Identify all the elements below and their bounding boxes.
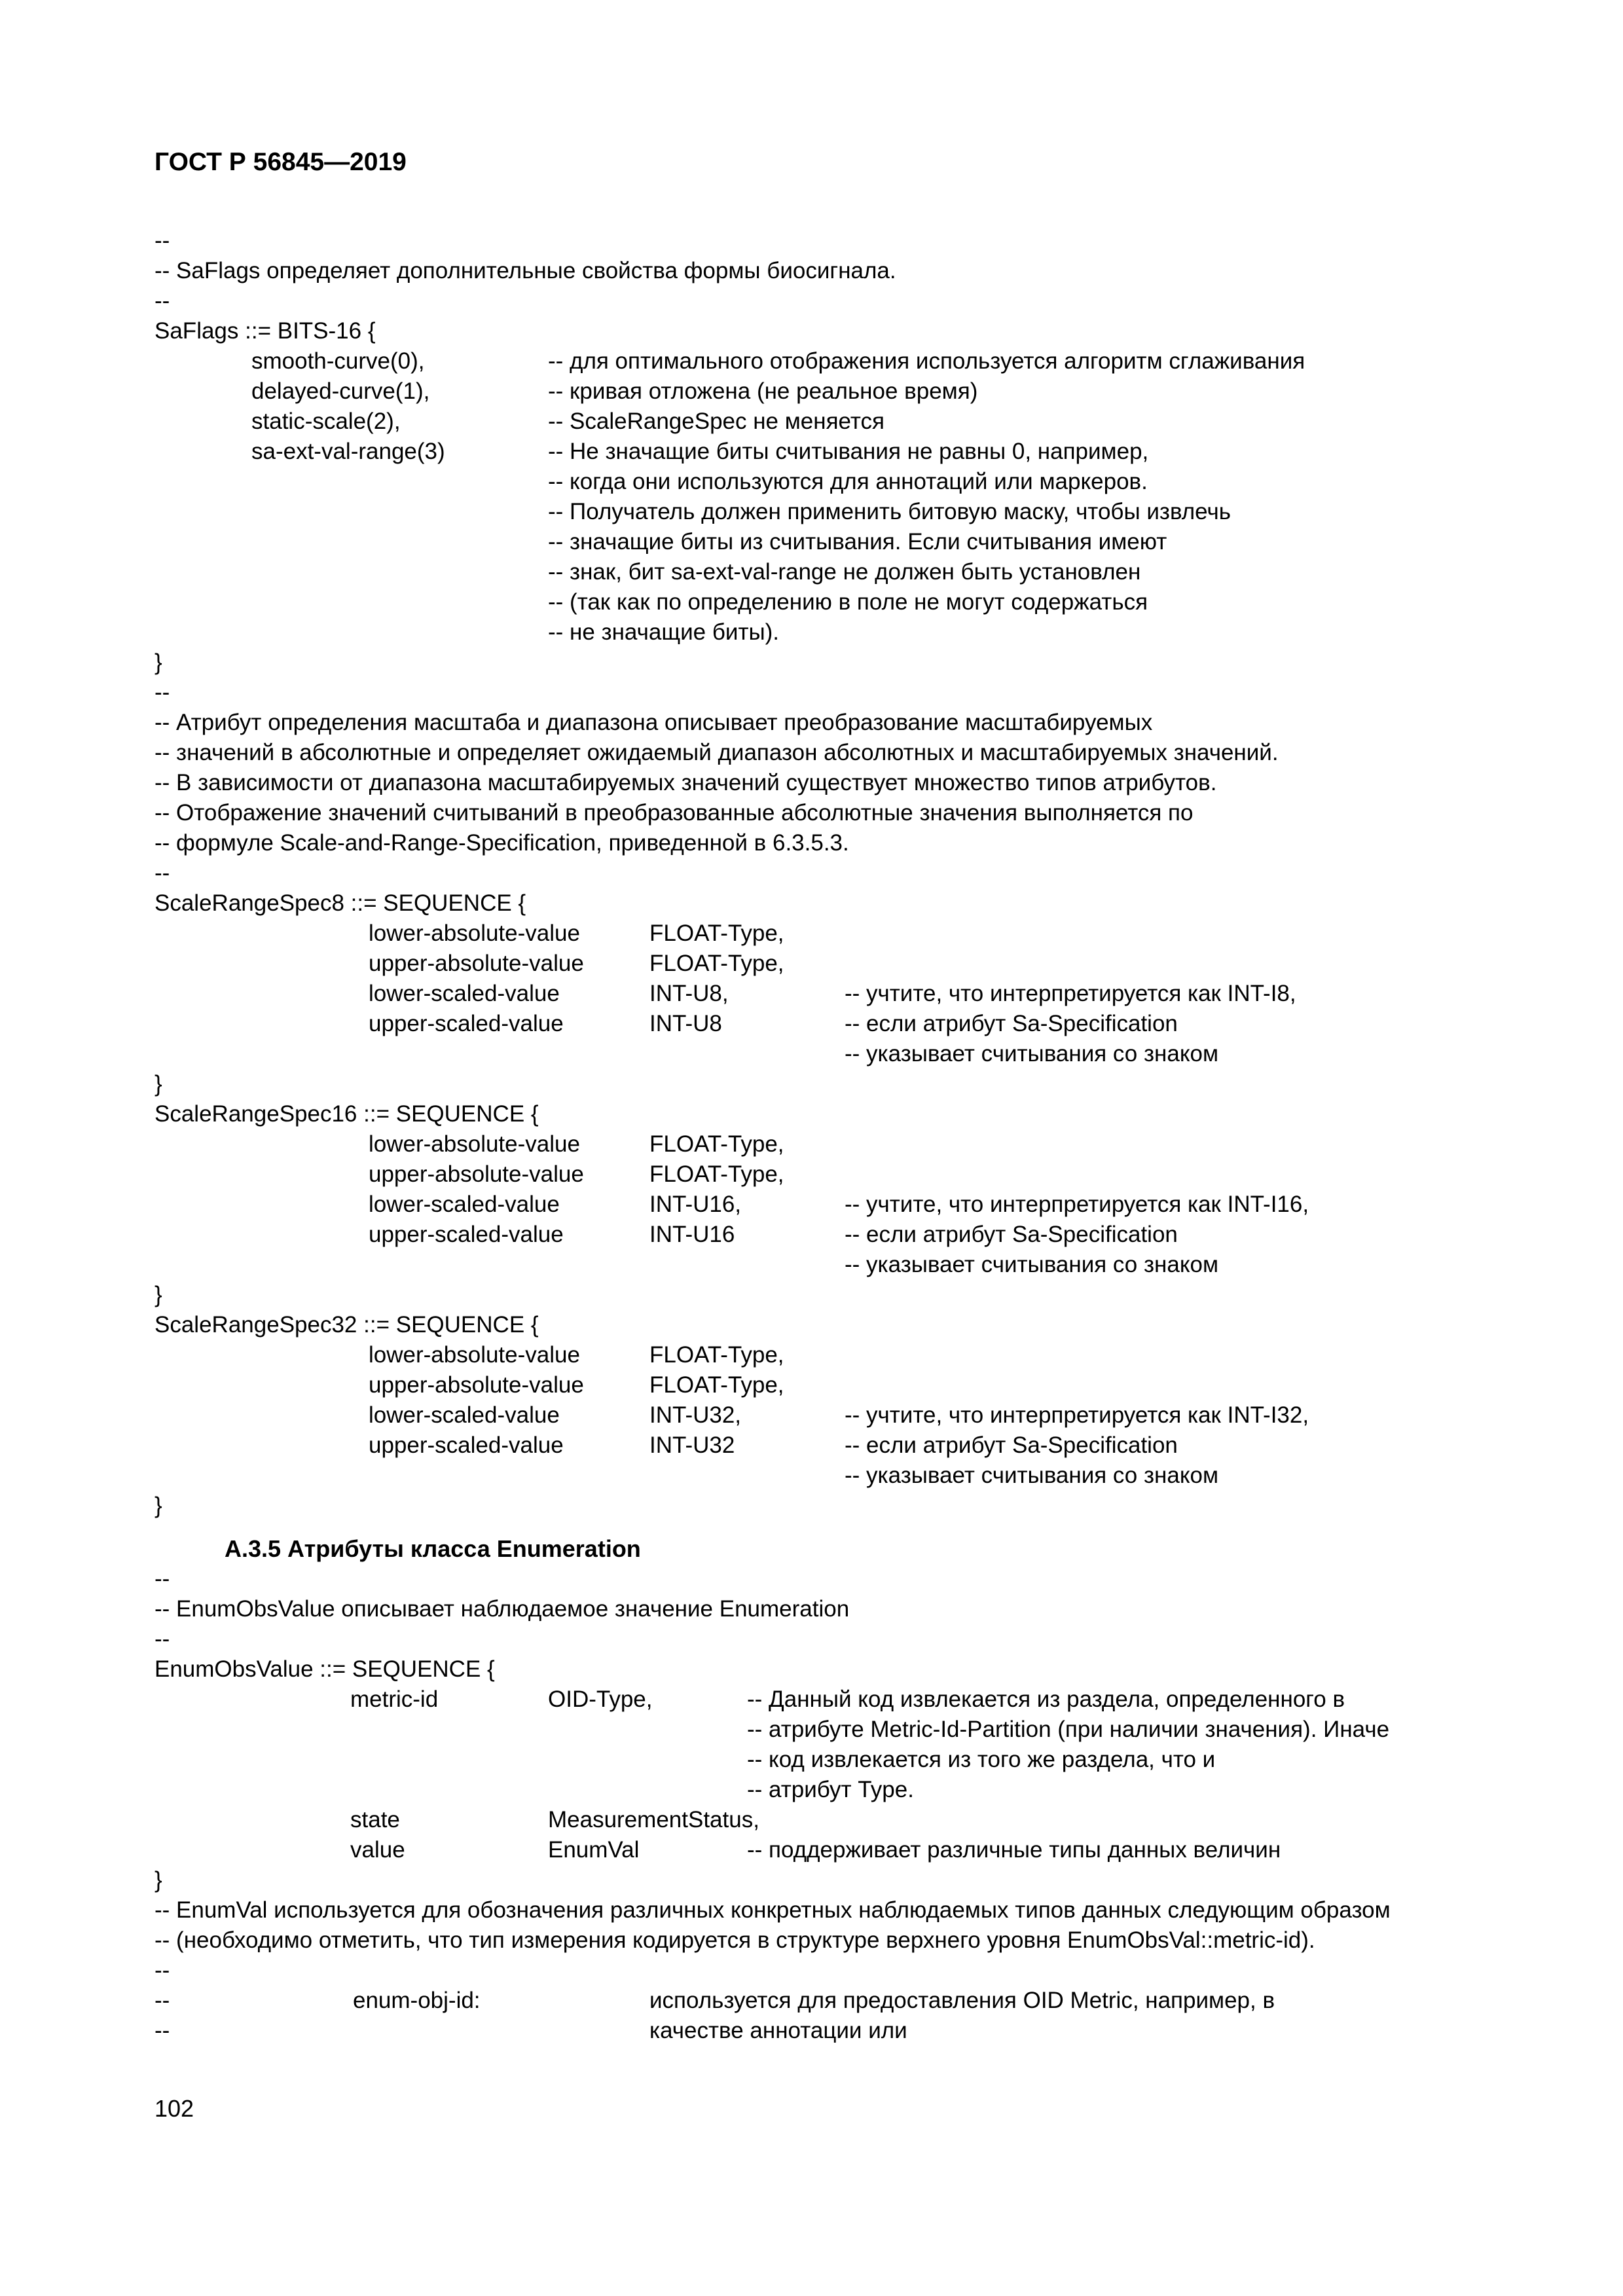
- code-comment: -- указывает считывания со знаком: [845, 1041, 1219, 1066]
- code-line: EnumObsValue ::= SEQUENCE {: [155, 1656, 495, 1682]
- code-type: FLOAT-Type,: [649, 1372, 784, 1398]
- code-field: upper-absolute-value: [369, 1161, 584, 1187]
- code-comment: используется для предоставления OID Metric, например, в: [649, 1988, 1275, 2013]
- code-field: state: [350, 1807, 400, 1832]
- code-comment: -- указывает считывания со знаком: [845, 1463, 1219, 1488]
- code-comment: -- указывает считывания со знаком: [845, 1252, 1219, 1277]
- code-comment: -- Получатель должен применить битовую маску, чтобы извлечь: [548, 499, 1231, 524]
- code-field: upper-absolute-value: [369, 951, 584, 976]
- code-field: lower-absolute-value: [369, 1342, 580, 1368]
- code-comment: -- знак, бит sa-ext-val-range не должен быть установлен: [548, 559, 1141, 585]
- code-comment: -- EnumObsValue описывает наблюдаемое значение Enumeration: [155, 1596, 850, 1622]
- code-line: ScaleRangeSpec16 ::= SEQUENCE {: [155, 1101, 539, 1127]
- section-heading: A.3.5 Атрибуты класса Enumeration: [225, 1535, 641, 1562]
- code-comment: -- атрибут Type.: [747, 1777, 914, 1802]
- code-line: --: [155, 1566, 170, 1592]
- code-type: FLOAT-Type,: [649, 1131, 784, 1157]
- code-line: }: [155, 1867, 162, 1893]
- code-line: }: [155, 649, 162, 675]
- code-comment: -- ScaleRangeSpec не меняется: [548, 409, 884, 434]
- code-line: delayed-curve(1),: [251, 378, 430, 404]
- code-line: static-scale(2),: [251, 409, 401, 434]
- code-line: SaFlags ::= BITS-16 {: [155, 318, 376, 344]
- code-comment: -- Данный код извлекается из раздела, определенного в: [747, 1686, 1345, 1712]
- code-type: INT-U8,: [649, 981, 729, 1006]
- code-line: ScaleRangeSpec8 ::= SEQUENCE {: [155, 890, 526, 916]
- code-type: FLOAT-Type,: [649, 1161, 784, 1187]
- code-line: ScaleRangeSpec32 ::= SEQUENCE {: [155, 1312, 539, 1338]
- code-comment: -- формуле Scale-and-Range-Specification, приведенной в 6.3.5.3.: [155, 830, 849, 856]
- code-type: INT-U16,: [649, 1192, 742, 1217]
- code-comment: -- код извлекается из того же раздела, что и: [747, 1747, 1216, 1772]
- code-field: upper-scaled-value: [369, 1222, 564, 1247]
- code-type: FLOAT-Type,: [649, 920, 784, 946]
- code-field: metric-id: [350, 1686, 439, 1712]
- code-line: --: [155, 1626, 170, 1652]
- code-type: INT-U32,: [649, 1402, 742, 1428]
- code-line: --: [155, 860, 170, 886]
- code-type: OID-Type,: [548, 1686, 653, 1712]
- code-field: lower-absolute-value: [369, 920, 580, 946]
- code-comment: -- значений в абсолютные и определяет ожидаемый диапазон абсолютных и масштабируемых значений.: [155, 740, 1279, 765]
- code-comment: -- поддерживает различные типы данных величин: [747, 1837, 1281, 1863]
- code-field: value: [350, 1837, 405, 1863]
- code-comment: -- не значащие биты).: [548, 619, 780, 645]
- code-comment: -- Атрибут определения масштаба и диапазона описывает преобразование масштабируемых: [155, 710, 1153, 735]
- code-line: --: [155, 2018, 170, 2043]
- code-line: --: [155, 288, 170, 314]
- code-field: enum-obj-id:: [353, 1988, 481, 2013]
- code-line: smooth-curve(0),: [251, 348, 425, 374]
- code-line: --: [155, 1958, 170, 1983]
- code-field: lower-absolute-value: [369, 1131, 580, 1157]
- code-type: EnumVal: [548, 1837, 640, 1863]
- code-comment: -- если атрибут Sa-Specification: [845, 1222, 1178, 1247]
- code-comment: -- (необходимо отметить, что тип измерения кодируется в структуре верхнего уровня EnumObsVal::metric-id).: [155, 1927, 1315, 1953]
- code-comment: -- (так как по определению в поле не могут содержаться: [548, 589, 1148, 615]
- code-comment: -- кривая отложена (не реальное время): [548, 378, 978, 404]
- code-type: MeasurementStatus,: [548, 1807, 759, 1832]
- code-line: }: [155, 1493, 162, 1518]
- document-header: ГОСТ Р 56845—2019: [155, 148, 407, 176]
- code-line: --: [155, 680, 170, 705]
- code-comment: -- учтите, что интерпретируется как INT-I16,: [845, 1192, 1309, 1217]
- page-number: 102: [155, 2095, 194, 2122]
- code-comment: -- EnumVal используется для обозначения различных конкретных наблюдаемых типов данных следующим образом: [155, 1897, 1391, 1923]
- code-line: --: [155, 228, 170, 253]
- code-line: }: [155, 1071, 162, 1097]
- code-line: sa-ext-val-range(3): [251, 439, 445, 464]
- code-comment: -- когда они используются для аннотаций или маркеров.: [548, 469, 1148, 494]
- code-field: lower-scaled-value: [369, 981, 560, 1006]
- code-comment: качестве аннотации или: [649, 2018, 907, 2043]
- code-comment: -- атрибуте Metric-Id-Partition (при наличии значения). Иначе: [747, 1717, 1390, 1742]
- code-type: FLOAT-Type,: [649, 1342, 784, 1368]
- code-type: INT-U16: [649, 1222, 735, 1247]
- code-type: FLOAT-Type,: [649, 951, 784, 976]
- code-comment: -- значащие биты из считывания. Если считывания имеют: [548, 529, 1167, 555]
- code-comment: -- для оптимального отображения используется алгоритм сглаживания: [548, 348, 1305, 374]
- code-field: upper-scaled-value: [369, 1011, 564, 1036]
- code-line: --: [155, 1988, 170, 2013]
- code-field: upper-scaled-value: [369, 1432, 564, 1458]
- code-comment: -- Отображение значений считываний в преобразованные абсолютные значения выполняется по: [155, 800, 1194, 826]
- code-line: -- SaFlags определяет дополнительные свойства формы биосигнала.: [155, 258, 896, 283]
- code-field: lower-scaled-value: [369, 1192, 560, 1217]
- code-type: INT-U8: [649, 1011, 722, 1036]
- code-field: lower-scaled-value: [369, 1402, 560, 1428]
- code-field: upper-absolute-value: [369, 1372, 584, 1398]
- code-comment: -- учтите, что интерпретируется как INT-I32,: [845, 1402, 1309, 1428]
- code-comment: -- если атрибут Sa-Specification: [845, 1432, 1178, 1458]
- code-comment: -- В зависимости от диапазона масштабируемых значений существует множество типов атрибутов.: [155, 770, 1217, 795]
- code-comment: -- если атрибут Sa-Specification: [845, 1011, 1178, 1036]
- code-comment: -- Не значащие биты считывания не равны 0, например,: [548, 439, 1149, 464]
- code-comment: -- учтите, что интерпретируется как INT-I8,: [845, 981, 1296, 1006]
- code-line: }: [155, 1282, 162, 1307]
- code-type: INT-U32: [649, 1432, 735, 1458]
